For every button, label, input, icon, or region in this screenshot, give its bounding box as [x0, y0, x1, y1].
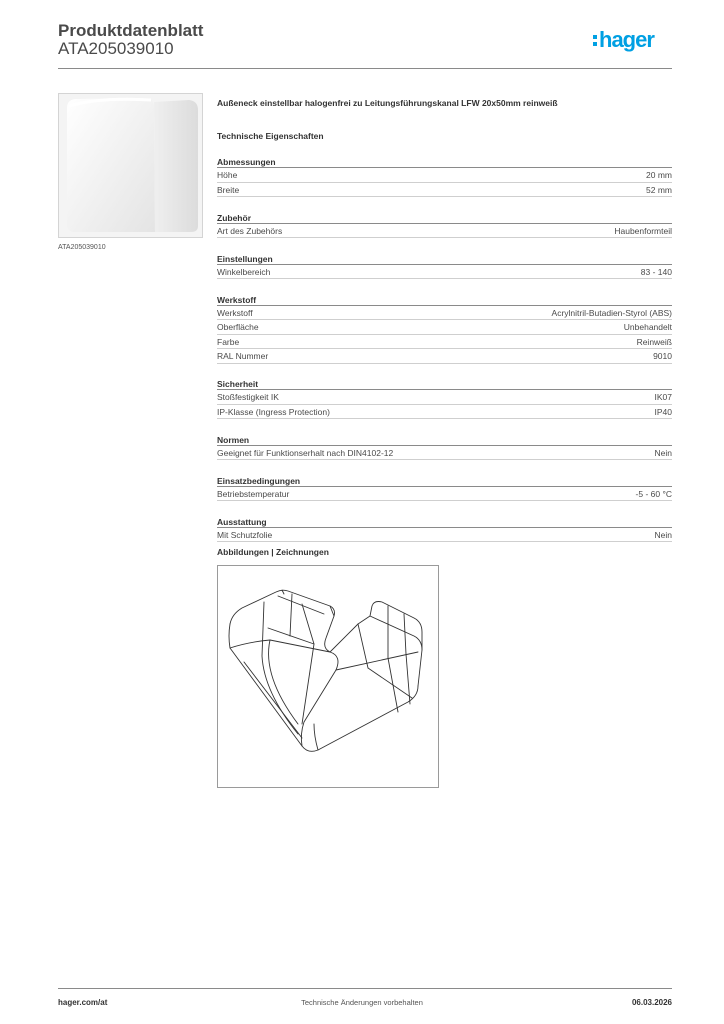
spec-row: [217, 335, 672, 350]
spec-group-title: Zubehör: [217, 212, 672, 224]
spec-row: [217, 265, 672, 280]
spec-group-zubehoer: [217, 212, 672, 239]
footer-date: 06.03.2026: [631, 998, 672, 1007]
spec-value: 20 mm: [646, 170, 672, 180]
spec-group-abmessungen: [217, 156, 672, 197]
page-title: Produktdatenblatt: [58, 21, 204, 40]
spec-group-einstellungen: [217, 253, 672, 280]
spec-value: 9010: [653, 351, 672, 361]
drawings-heading: Abbildungen | Zeichnungen: [217, 547, 329, 557]
footer-disclaimer: Technische Änderungen vorbehalten: [301, 998, 423, 1007]
spec-row: [217, 487, 672, 502]
spec-label: Werkstoff: [217, 307, 253, 318]
spec-value: IP40: [654, 406, 672, 417]
svg-text:hager: hager: [599, 27, 654, 52]
hager-logo: [592, 26, 674, 56]
spec-group-title: Ausstattung: [217, 516, 672, 528]
spec-group-normen: [217, 434, 672, 461]
spec-label: Stoßfestigkeit IK: [217, 392, 279, 402]
spec-value: IK07: [654, 392, 672, 402]
spec-row: [217, 224, 672, 239]
spec-row: [217, 306, 672, 321]
spec-row: [217, 349, 672, 364]
spec-row: [217, 405, 672, 420]
spec-row: [217, 183, 672, 198]
photo-caption: ATA205039010: [58, 244, 106, 251]
spec-group-title: Sicherheit: [217, 378, 672, 390]
spec-row: [217, 320, 672, 335]
spec-row: [217, 446, 672, 461]
spec-group-title: Einstellungen: [217, 253, 672, 265]
spec-row: [217, 390, 672, 405]
spec-label: Mit Schutzfolie: [217, 529, 273, 540]
spec-label: Betriebstemperatur: [217, 488, 290, 499]
spec-value: Nein: [654, 529, 672, 540]
product-photo: [58, 93, 203, 238]
spec-value: Haubenformteil: [614, 225, 672, 236]
spec-label: Geeignet für Funktionserhalt nach DIN4102-12: [217, 447, 394, 458]
spec-value: Reinweiß: [636, 336, 672, 347]
product-code: ATA205039010: [58, 39, 174, 58]
spec-value: 52 mm: [646, 184, 672, 195]
spec-group-sicherheit: [217, 378, 672, 419]
technical-properties-heading: Technische Eigenschaften: [217, 131, 324, 141]
spec-group-title: Einsatzbedingungen: [217, 475, 672, 487]
spec-group-werkstoff: [217, 294, 672, 364]
technical-drawing: [217, 565, 439, 788]
spec-label: Art des Zubehörs: [217, 225, 283, 236]
spec-row: [217, 528, 672, 543]
spec-value: -5 - 60 °C: [635, 488, 672, 499]
spec-group-title: Werkstoff: [217, 294, 672, 306]
spec-group-ausstattung: [217, 516, 672, 543]
spec-group-title: Abmessungen: [217, 156, 672, 168]
specs-table: [217, 156, 672, 557]
spec-value: 83 - 140: [640, 266, 672, 277]
footer-divider: [58, 988, 672, 989]
header-divider: [58, 68, 672, 69]
spec-value: Unbehandelt: [623, 322, 672, 332]
spec-label: Winkelbereich: [217, 266, 271, 277]
footer-website: hager.com/at: [58, 998, 108, 1007]
spec-label: Farbe: [217, 336, 240, 347]
spec-row: [217, 168, 672, 183]
spec-label: IP-Klasse (Ingress Protection): [217, 406, 330, 417]
spec-value: Acrylnitril-Butadien-Styrol (ABS): [551, 307, 672, 318]
spec-value: Nein: [654, 447, 672, 458]
product-name: Außeneck einstellbar halogenfrei zu Leitungsführungskanal LFW 20x50mm reinweiß: [217, 98, 558, 108]
spec-group-title: Normen: [217, 434, 672, 446]
spec-label: Oberfläche: [217, 322, 259, 332]
spec-label: RAL Nummer: [217, 351, 269, 361]
spec-group-einsatzbedingungen: [217, 475, 672, 502]
spec-label: Höhe: [217, 170, 238, 180]
spec-label: Breite: [217, 184, 240, 195]
